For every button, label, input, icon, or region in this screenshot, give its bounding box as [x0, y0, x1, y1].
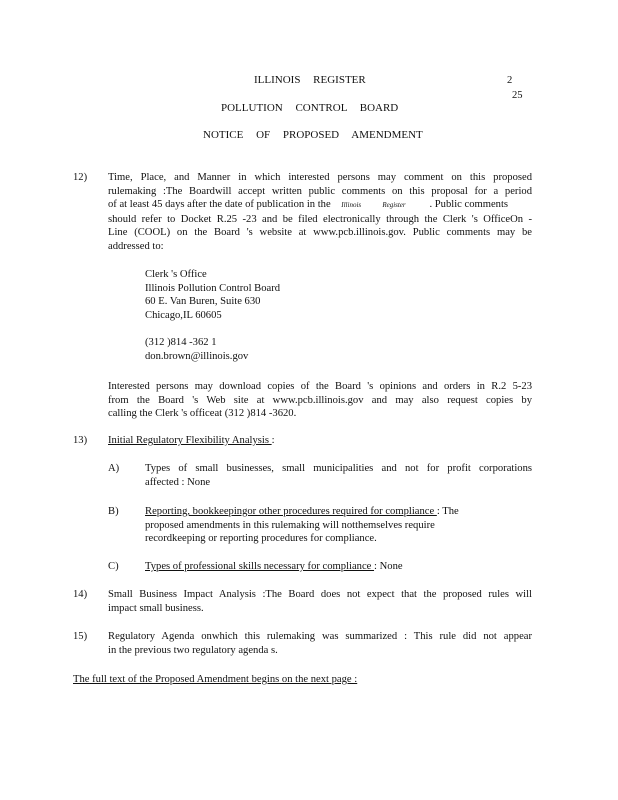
item-13-title-colon: : [271, 435, 275, 446]
address-line: Clerk 's Office [145, 269, 207, 280]
item-13a-line: affected : None [145, 476, 211, 488]
register-title: ILLINOIS REGISTER [254, 74, 366, 86]
item-12-text [108, 171, 532, 253]
address-line: Illinois Pollution Control Board [145, 282, 281, 294]
issue-number: 25 [512, 90, 523, 101]
item-12-para2-line: Interested persons may download copies of the Board 's opinions and orders in R.2 5-23 [108, 381, 532, 392]
item-13b-line: recordkeeping or reporting procedures for compliance. [145, 533, 377, 544]
item-12-line: addressed to: [108, 240, 164, 252]
item-13a-letter: A) [108, 463, 120, 474]
item-15-line: in the previous two regulatory agenda s. [108, 644, 278, 656]
item-15-text [108, 630, 532, 657]
item-12-line: of at least 45 days after the date of publication in the [108, 199, 331, 210]
item-15-number: 15) [73, 631, 88, 642]
clerk-address [145, 268, 280, 322]
item-13-number: 13) [73, 435, 88, 446]
phone-number: (312 )814 -362 1 [145, 337, 217, 348]
email-address: don.brown@illinois.gov [145, 350, 249, 362]
item-13b-underlined: Reporting, bookkeepingor other procedures required for compliance [145, 506, 437, 517]
item-13c-underlined: Types of professional skills necessary for compliance [145, 561, 375, 572]
item-13b-rest: : The [436, 506, 459, 517]
notice-title: NOTICE OF PROPOSED AMENDMENT [203, 129, 423, 141]
clerk-contact [145, 336, 248, 363]
item-12-line: should refer to Docket R.25 -23 and be filed electronically through the Clerk 's OfficeOn - [108, 213, 532, 225]
full-text-notice: The full text of the Proposed Amendment begins on the next page : [73, 674, 358, 685]
item-13-title [108, 434, 275, 448]
address-line: Chicago,IL 60605 [145, 309, 222, 321]
item-13c-text [145, 560, 403, 574]
item-12-download-paragraph [108, 380, 532, 421]
item-14-number: 14) [73, 589, 88, 600]
page-number: 2 [507, 75, 513, 86]
item-13b-letter: B) [108, 506, 119, 517]
item-13b-line: proposed amendments in this rulemaking will notthemselves require [145, 519, 435, 531]
item-12-number: 12) [73, 172, 88, 183]
item-15-line: Regulatory Agenda onwhich this rulemaking was summarized : This rule did not appear [108, 631, 532, 642]
item-12-line: . Public comments [429, 199, 509, 210]
item-12-line: Time, Place, and Manner in which interested persons may comment on this proposed [108, 172, 532, 183]
item-12-para2-line: calling the Clerk 's officeat (312 )814 -3620. [108, 408, 297, 419]
register-italic-word: Illinois [341, 201, 362, 209]
item-12-line: Line (COOL) on the Board 's website at www.pcb.illinois.gov. Public comments may be [108, 227, 532, 238]
address-line: 60 E. Van Buren, Suite 630 [145, 296, 261, 307]
item-13a-text [145, 462, 532, 489]
item-13-title-text: Initial Regulatory Flexibility Analysis [108, 435, 272, 446]
item-13c-rest: : None [374, 561, 403, 572]
item-12-line: rulemaking :The Boardwill accept written public comments on this proposal for a period [108, 185, 532, 197]
item-12-register-line [108, 198, 532, 213]
item-13b-first-line [145, 505, 532, 519]
item-14-text [108, 588, 532, 615]
item-12-para2-line: from the Board 's Web site at www.pcb.illinois.gov and may also request copies by [108, 394, 532, 406]
item-14-line: Small Business Impact Analysis :The Board does not expect that the proposed rules will [108, 589, 532, 600]
register-italic-word: Register [382, 201, 406, 209]
item-14-line: impact small business. [108, 602, 204, 614]
item-13a-line: Types of small businesses, small municipalities and not for profit corporations [145, 463, 532, 474]
board-title: POLLUTION CONTROL BOARD [221, 102, 399, 114]
item-13c-letter: C) [108, 561, 119, 572]
item-13b-text [145, 505, 532, 546]
